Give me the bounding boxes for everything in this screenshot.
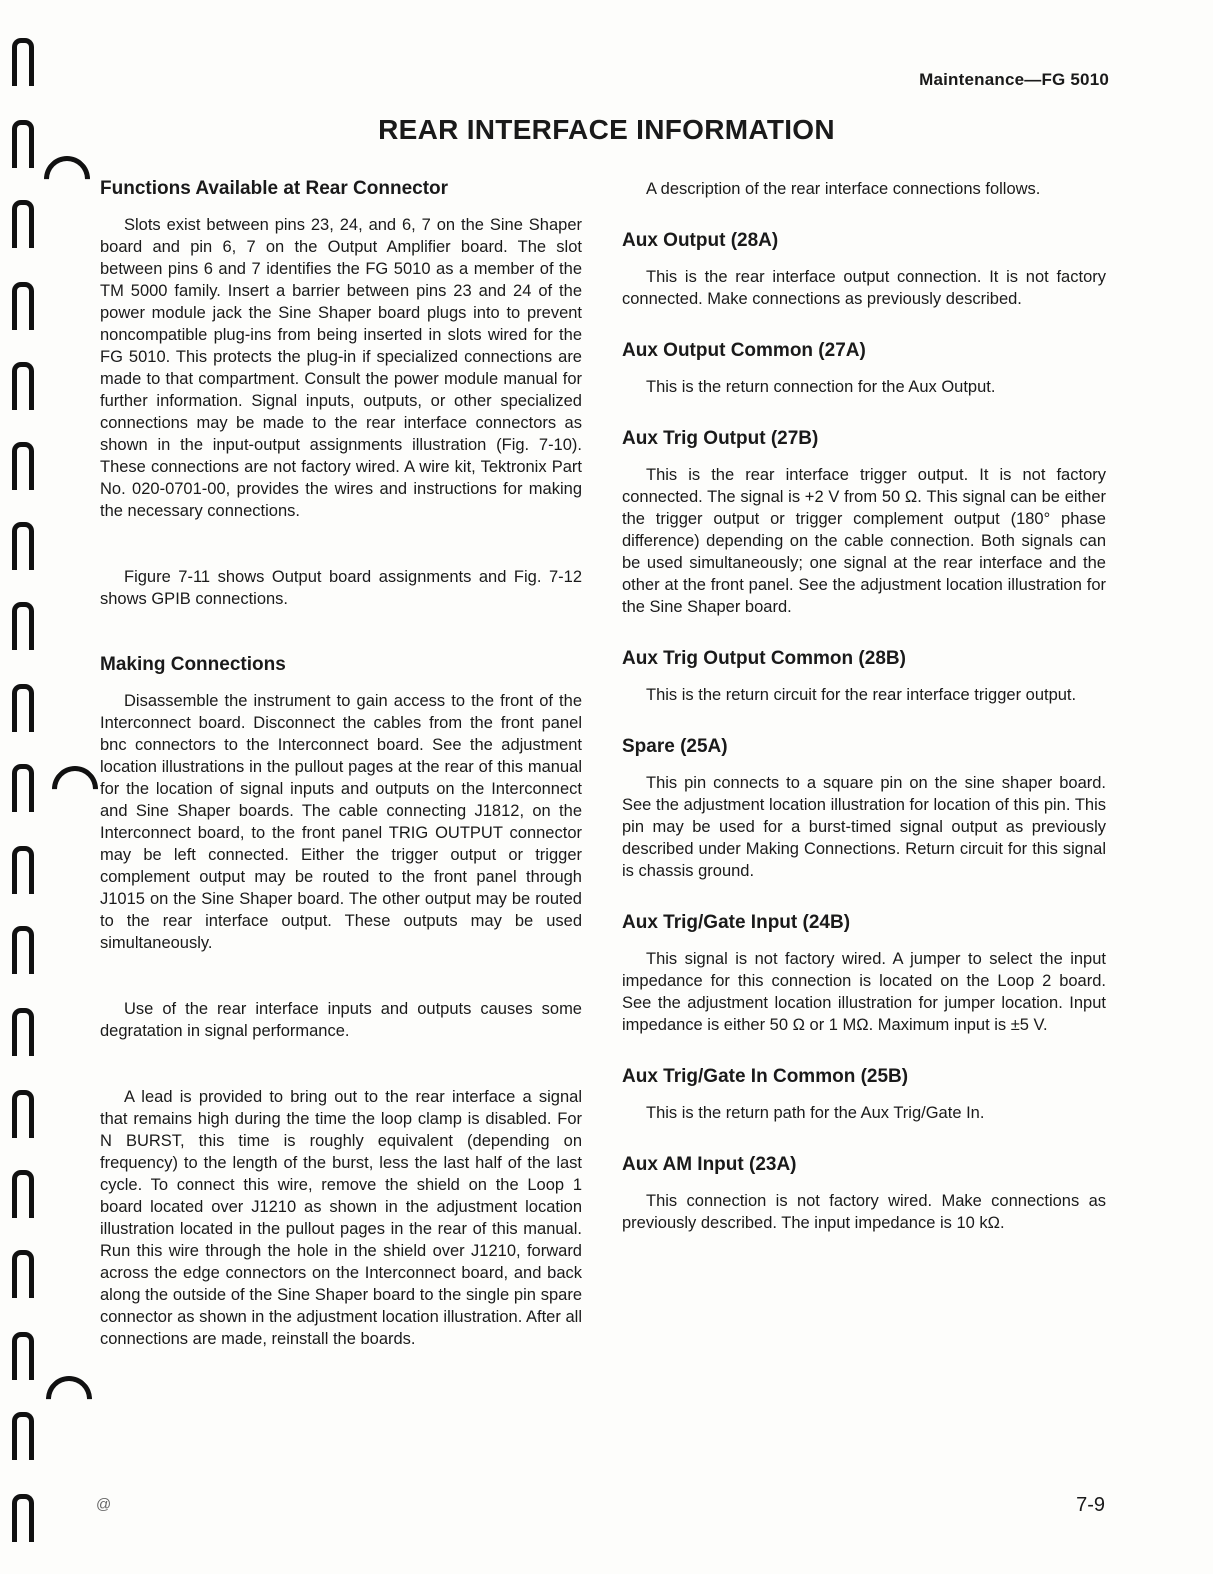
section-heading-functions: Functions Available at Rear Connector [100,178,449,199]
item-heading: Aux Trig/Gate In Common (25B) [622,1066,909,1087]
binder-hole [12,846,34,894]
running-header: Maintenance—FG 5010 [919,70,1109,89]
item-text: This is the return circuit for the rear interface trigger output. [646,686,1077,704]
paragraph-lead: A lead is provided to bring out to the rear interface a signal that remains high during the time the loop clamp is disabled. For N BURST, this time is roughly equivalent (depending on frequency) to the length of the burst, less the last half of the last cycle. To connect this wire, remove the shield on the Loop 1 board located over J1210 as shown in the adjustment location illustration located in the pullout pages in the rear of this manual. Run this wire through the hole in the shield over J1210, forward across the edge connectors on the Interconnect board, and back along the outside of the Sine Shaper board to the single pin spare connector as shown in the adjustment location illustration. After all connections are made, reinstall the boards. [100,1088,582,1348]
binder-hole [12,1494,34,1542]
page-title: REAR INTERFACE INFORMATION [378,114,835,145]
binder-hole [12,362,34,410]
binder-hole [12,1170,34,1218]
item-heading: Aux AM Input (23A) [622,1154,797,1175]
item-text: This is the rear interface output connection. It is not factory connected. Make connections as previously described. [622,268,1106,308]
binder-hole [12,684,34,732]
binder-hole [12,522,34,570]
binder-hole [12,1250,34,1298]
binder-hole [12,926,34,974]
binder-hole [12,200,34,248]
binder-hole [12,764,34,812]
binder-hole [12,1412,34,1460]
item-heading: Aux Output Common (27A) [622,340,866,361]
binder-hole [12,1008,34,1056]
paragraph-figures: Figure 7-11 shows Output board assignments and Fig. 7-12 shows GPIB connections. [100,568,582,608]
item-heading: Aux Trig Output (27B) [622,428,819,449]
binder-holes [12,0,52,1574]
binder-hole [12,282,34,330]
binder-hole [12,38,34,86]
item-heading: Aux Trig Output Common (28B) [622,648,906,669]
item-heading: Aux Trig/Gate Input (24B) [622,912,851,933]
paragraph-degradation: Use of the rear interface inputs and outputs causes some degratation in signal performance. [100,1000,582,1040]
item-text: This is the return path for the Aux Trig/Gate In. [646,1104,985,1122]
item-text: This signal is not factory wired. A jumper to select the input impedance for this connection is located on the Loop 2 board. See the adjustment location illustration for jumper location. Input impedance is either 50 Ω or 1 MΩ. Maximum input is ±5 V. [622,950,1106,1034]
page-number: 7-9 [1076,1494,1105,1516]
binder-hole [12,602,34,650]
binder-hole [12,1332,34,1380]
item-text: This pin connects to a square pin on the sine shaper board. See the adjustment location illustration for location of this pin. This pin may be used for a burst-timed signal output as previously described under Making Connections. Return circuit for this signal is chassis ground. [622,774,1106,880]
item-text: This is the rear interface trigger output. It is not factory connected. The signal is +2 V from 50 Ω. This signal can be either the trigger output or trigger complement output (180° phase difference) depending on the cable connection. Both signals can be used simultaneously; one signal at the rear interface and the other at the front panel. See the adjustment location illustration for the Sine Shaper board. [622,466,1106,616]
paragraph-intro: A description of the rear interface connections follows. [646,180,1041,198]
section-heading-making-connections: Making Connections [100,654,286,675]
binder-hole [12,1090,34,1138]
item-heading: Aux Output (28A) [622,230,779,251]
item-text: This is the return connection for the Aux Output. [646,378,996,396]
item-text: This connection is not factory wired. Make connections as previously described. The input impedance is 10 kΩ. [622,1192,1106,1232]
paragraph-slots: Slots exist between pins 23, 24, and 6, 7 on the Sine Shaper board and pin 6, 7 on the Output Amplifier board. The slot between pins 6 and 7 identifies the FG 5010 as a member of the TM 5000 family. Insert a barrier between pins 23 and 24 of the power module jack the Sine Shaper board plugs into to prevent noncompatible plug-ins from being inserted in slots wired for the FG 5010. This protects the plug-in if specialized connections are made to that compartment. Consult the power module manual for further information. Signal inputs, outputs, or other specialized connections may be made to the rear interface connectors as shown in the input-output assignments illustration (Fig. 7-10). These connections are not factory wired. A wire kit, Tektronix Part No. 020-0701-00, provides the wires and instructions for making the necessary connections. [100,216,582,520]
left-column [100,178,582,1350]
binder-hole [12,442,34,490]
binder-ring-mark [42,756,107,821]
right-column [622,178,1106,1234]
footer-mark: @ [96,1496,112,1513]
paragraph-disassemble: Disassemble the instrument to gain access to the front of the Interconnect board. Disconnect the cables from the front panel bnc connectors to the Interconnect board. See the adjustment location illustrations in the pullout pages at the rear of this manual for the location of signal inputs and outputs on the Interconnect and Sine Shaper boards. The cable connecting J1812, on the Interconnect board, to the front panel TRIG OUTPUT connector may be left connected. Either the trigger output or trigger complement output may be routed to the front panel through J1015 on the Sine Shaper board. The other output may be routed to the rear interface output. These outputs may be used simultaneously. [100,692,582,952]
item-heading: Spare (25A) [622,736,728,757]
